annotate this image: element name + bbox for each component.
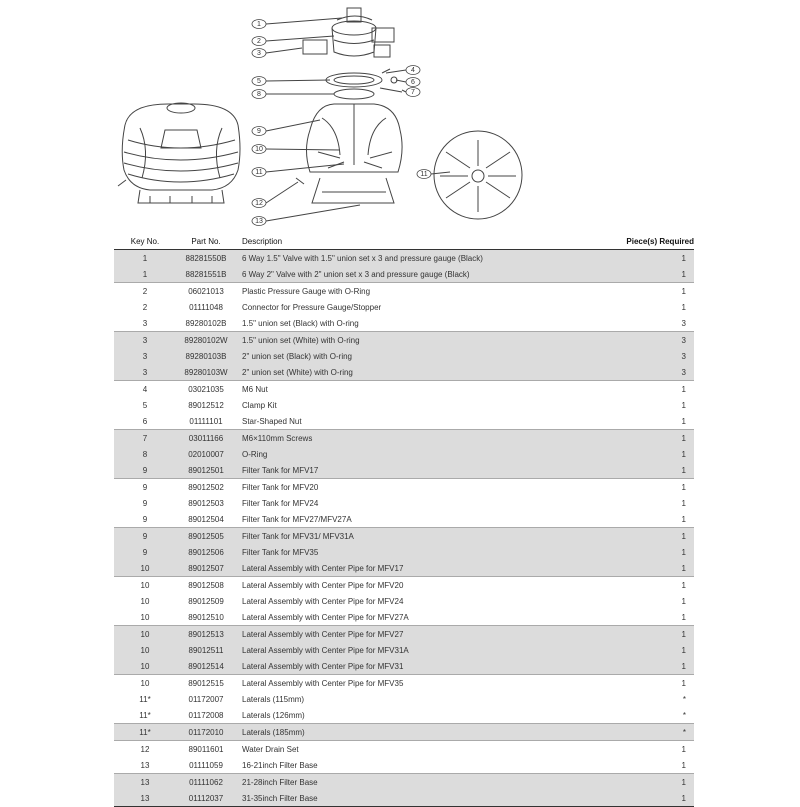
pieces-required-cell: 1 [602, 430, 694, 447]
key-no-cell: 9 [142, 498, 148, 508]
part-no-cell: 88281550B [176, 250, 236, 267]
svg-text:1: 1 [257, 20, 261, 28]
svg-text:2: 2 [257, 37, 261, 45]
table-row [114, 642, 694, 658]
part-no-cell: 01111101 [189, 416, 223, 426]
header-part-no: Part No. [176, 234, 236, 250]
pieces-required-cell: 1 [681, 400, 686, 410]
pieces-required-cell: 1 [602, 560, 694, 577]
part-no-cell: 89012506 [176, 544, 236, 560]
svg-text:8: 8 [257, 90, 261, 98]
header-description: Description [236, 234, 602, 250]
pieces-required-cell: 1 [602, 642, 694, 658]
description-cell: 21-28inch Filter Base [236, 774, 602, 791]
key-no-cell: 13 [114, 790, 176, 807]
pieces-required-cell: 1 [681, 514, 686, 524]
table-row [114, 528, 694, 545]
description-cell: Laterals (126mm) [242, 710, 305, 720]
key-no-cell: 5 [142, 400, 148, 410]
key-no-cell: 10 [140, 596, 150, 606]
part-no-cell: 89012504 [188, 514, 224, 524]
key-no-cell: 8 [114, 446, 176, 462]
key-no-cell: 10 [114, 577, 176, 594]
header-key-no: Key No. [114, 234, 176, 250]
svg-text:11: 11 [420, 170, 428, 178]
key-no-cell: 9 [142, 514, 148, 524]
pieces-required-cell: 1 [602, 266, 694, 283]
pieces-required-cell: 3 [602, 364, 694, 381]
key-no-cell: 9 [114, 528, 176, 545]
table-row [114, 283, 694, 300]
part-no-cell: 89280103W [176, 364, 236, 381]
key-no-cell: 9 [114, 479, 176, 496]
description-cell: M6 Nut [236, 381, 602, 398]
description-cell: Filter Tank for MFV24 [242, 498, 319, 508]
table-row [114, 315, 694, 332]
part-no-cell: 89012505 [176, 528, 236, 545]
pieces-required-cell: 1 [602, 658, 694, 675]
part-no-cell: 01111059 [189, 760, 223, 770]
key-no-cell: 13 [140, 760, 150, 770]
part-no-cell: 03011166 [176, 430, 236, 447]
description-cell: Lateral Assembly with Center Pipe for MFV27 [236, 626, 602, 643]
part-no-cell: 06021013 [176, 283, 236, 300]
description-cell: Lateral Assembly with Center Pipe for MFV35 [236, 675, 602, 692]
part-no-cell: 89012512 [188, 400, 224, 410]
table-header-row [114, 234, 694, 250]
description-cell: Filter Tank for MFV27/MFV27A [242, 514, 352, 524]
table-row [114, 250, 694, 267]
table-row [114, 774, 694, 791]
part-no-cell: 03021035 [176, 381, 236, 398]
key-no-cell: 10 [114, 658, 176, 675]
part-no-cell: 89012513 [176, 626, 236, 643]
pieces-required-cell: * [682, 694, 686, 704]
pieces-required-cell: 1 [681, 498, 686, 508]
table-row [114, 446, 694, 462]
pieces-required-cell: 3 [602, 332, 694, 349]
table-row [114, 299, 694, 315]
pieces-required-cell: 1 [602, 479, 694, 496]
key-no-cell: 1 [114, 250, 176, 267]
description-cell: Water Drain Set [236, 741, 602, 758]
description-cell: Filter Tank for MFV35 [236, 544, 602, 560]
part-no-cell: 88281551B [176, 266, 236, 283]
description-cell: M6×110mm Screws [236, 430, 602, 447]
part-no-cell: 89012511 [176, 642, 236, 658]
table-row [114, 479, 694, 496]
part-no-cell: 89012503 [188, 498, 224, 508]
pieces-required-cell: 1 [602, 741, 694, 758]
part-no-cell: 89012509 [188, 596, 224, 606]
key-no-cell: 4 [114, 381, 176, 398]
description-cell: Connector for Pressure Gauge/Stopper [242, 302, 382, 312]
description-cell: 2" union set (Black) with O-ring [236, 348, 602, 364]
pieces-required-cell: 1 [602, 283, 694, 300]
svg-text:4: 4 [411, 66, 415, 74]
table-row [114, 397, 694, 413]
key-no-cell: 11* [139, 694, 151, 704]
table-row [114, 560, 694, 577]
pieces-required-cell: 1 [681, 760, 686, 770]
description-cell: 1.5" union set (Black) with O-ring [242, 318, 359, 328]
table-row [114, 577, 694, 594]
description-cell: Filter Tank for MFV20 [236, 479, 602, 496]
part-no-cell: 89012501 [176, 462, 236, 479]
description-cell: Star-Shaped Nut [242, 416, 302, 426]
key-no-cell: 9 [114, 462, 176, 479]
pieces-required-cell: * [682, 710, 686, 720]
key-no-cell: 7 [114, 430, 176, 447]
pieces-required-cell: 1 [602, 626, 694, 643]
table-row [114, 462, 694, 479]
part-no-cell: 01172008 [188, 710, 224, 720]
description-cell: 31-35inch Filter Base [236, 790, 602, 807]
part-no-cell: 89280102B [185, 318, 227, 328]
key-no-cell: 9 [114, 544, 176, 560]
key-no-cell: 3 [114, 348, 176, 364]
multiport-valve-illustration [303, 8, 394, 57]
table-row [114, 495, 694, 511]
description-cell: Lateral Assembly with Center Pipe for MFV31 [236, 658, 602, 675]
pieces-required-cell: 1 [602, 790, 694, 807]
pieces-required-cell: 1 [602, 462, 694, 479]
table-row [114, 381, 694, 398]
key-no-cell: 11* [114, 724, 176, 741]
key-no-cell: 10 [114, 626, 176, 643]
key-no-cell: 3 [114, 332, 176, 349]
table-row [114, 348, 694, 364]
svg-text:11: 11 [255, 168, 263, 176]
table-row [114, 658, 694, 675]
table-row [114, 609, 694, 626]
pieces-required-cell: 1 [681, 612, 686, 622]
description-cell: 6 Way 1.5" Valve with 1.5" union set x 3 and pressure gauge (Black) [236, 250, 602, 267]
svg-text:3: 3 [257, 49, 261, 57]
laterals-detail-illustration [434, 131, 522, 219]
header-pieces-required: Piece(s) Required [602, 234, 694, 250]
description-cell: Filter Tank for MFV31/ MFV31A [236, 528, 602, 545]
part-no-cell: 89011601 [176, 741, 236, 758]
pieces-required-cell: 1 [602, 675, 694, 692]
part-no-cell: 89012514 [176, 658, 236, 675]
table-row [114, 364, 694, 381]
pieces-required-cell: 3 [681, 318, 686, 328]
description-cell: Lateral Assembly with Center Pipe for MFV17 [236, 560, 602, 577]
pieces-required-cell: 1 [602, 577, 694, 594]
description-cell: 1.5" union set (White) with O-ring [236, 332, 602, 349]
parts-list-table [114, 234, 694, 807]
part-no-cell: 01112037 [176, 790, 236, 807]
part-no-cell: 89280102W [176, 332, 236, 349]
part-no-cell: 89012508 [176, 577, 236, 594]
exploded-parts-diagram [0, 0, 800, 232]
svg-text:9: 9 [257, 127, 261, 135]
part-no-cell: 89012507 [176, 560, 236, 577]
pieces-required-cell: 1 [681, 596, 686, 606]
key-no-cell: 2 [142, 302, 148, 312]
svg-text:12: 12 [255, 199, 263, 207]
assembled-tank-illustration [118, 103, 240, 203]
svg-text:6: 6 [411, 78, 415, 86]
table-row [114, 724, 694, 741]
part-no-cell: 89012502 [176, 479, 236, 496]
table-row [114, 593, 694, 609]
table-row [114, 544, 694, 560]
pieces-required-cell: * [602, 724, 694, 741]
key-no-cell: 2 [114, 283, 176, 300]
description-cell: Filter Tank for MFV17 [236, 462, 602, 479]
table-row [114, 511, 694, 528]
description-cell: Lateral Assembly with Center Pipe for MFV27A [242, 612, 409, 622]
key-no-cell: 10 [114, 560, 176, 577]
description-cell: Lateral Assembly with Center Pipe for MFV24 [242, 596, 404, 606]
key-no-cell: 10 [114, 642, 176, 658]
part-no-cell: 01111048 [189, 302, 223, 312]
key-no-cell: 10 [140, 612, 150, 622]
description-cell: Clamp Kit [242, 400, 277, 410]
part-no-cell: 02010007 [176, 446, 236, 462]
description-cell: Plastic Pressure Gauge with O-Ring [236, 283, 602, 300]
description-cell: Laterals (115mm) [242, 694, 305, 704]
svg-text:13: 13 [255, 217, 263, 225]
pieces-required-cell: 1 [602, 446, 694, 462]
pieces-required-cell: 1 [681, 302, 686, 312]
table-row [114, 691, 694, 707]
svg-text:5: 5 [257, 77, 261, 85]
description-cell: 16-21inch Filter Base [242, 760, 318, 770]
key-no-cell: 10 [114, 675, 176, 692]
table-row [114, 675, 694, 692]
svg-text:7: 7 [411, 88, 415, 96]
table-row [114, 707, 694, 724]
key-no-cell: 3 [114, 364, 176, 381]
key-no-cell: 3 [142, 318, 148, 328]
pieces-required-cell: 1 [602, 250, 694, 267]
description-cell: Laterals (185mm) [236, 724, 602, 741]
description-cell: Lateral Assembly with Center Pipe for MFV31A [236, 642, 602, 658]
table-row [114, 266, 694, 283]
table-row [114, 413, 694, 430]
table-row [114, 757, 694, 774]
description-cell: O-Ring [236, 446, 602, 462]
svg-text:10: 10 [255, 145, 263, 153]
key-no-cell: 1 [114, 266, 176, 283]
pieces-required-cell: 1 [602, 774, 694, 791]
description-cell: 6 Way 2" Valve with 2" union set x 3 and pressure gauge (Black) [236, 266, 602, 283]
table-row [114, 741, 694, 758]
description-cell: 2" union set (White) with O-ring [236, 364, 602, 381]
part-no-cell: 89280103B [176, 348, 236, 364]
key-no-cell: 13 [114, 774, 176, 791]
key-no-cell: 6 [142, 416, 148, 426]
clamp-illustration [326, 69, 402, 99]
table-row [114, 626, 694, 643]
pieces-required-cell: 3 [602, 348, 694, 364]
pieces-required-cell: 1 [602, 544, 694, 560]
table-row [114, 332, 694, 349]
description-cell: Lateral Assembly with Center Pipe for MFV20 [236, 577, 602, 594]
part-no-cell: 01111062 [176, 774, 236, 791]
pieces-required-cell: 1 [602, 381, 694, 398]
part-no-cell: 01172010 [176, 724, 236, 741]
table-row [114, 790, 694, 807]
table-row [114, 430, 694, 447]
pieces-required-cell: 1 [681, 416, 686, 426]
pieces-required-cell: 1 [602, 528, 694, 545]
part-no-cell: 89012515 [176, 675, 236, 692]
part-no-cell: 89012510 [188, 612, 224, 622]
part-no-cell: 01172007 [188, 694, 224, 704]
key-no-cell: 11* [139, 710, 151, 720]
key-no-cell: 12 [114, 741, 176, 758]
exploded-tank-illustration [296, 104, 402, 203]
